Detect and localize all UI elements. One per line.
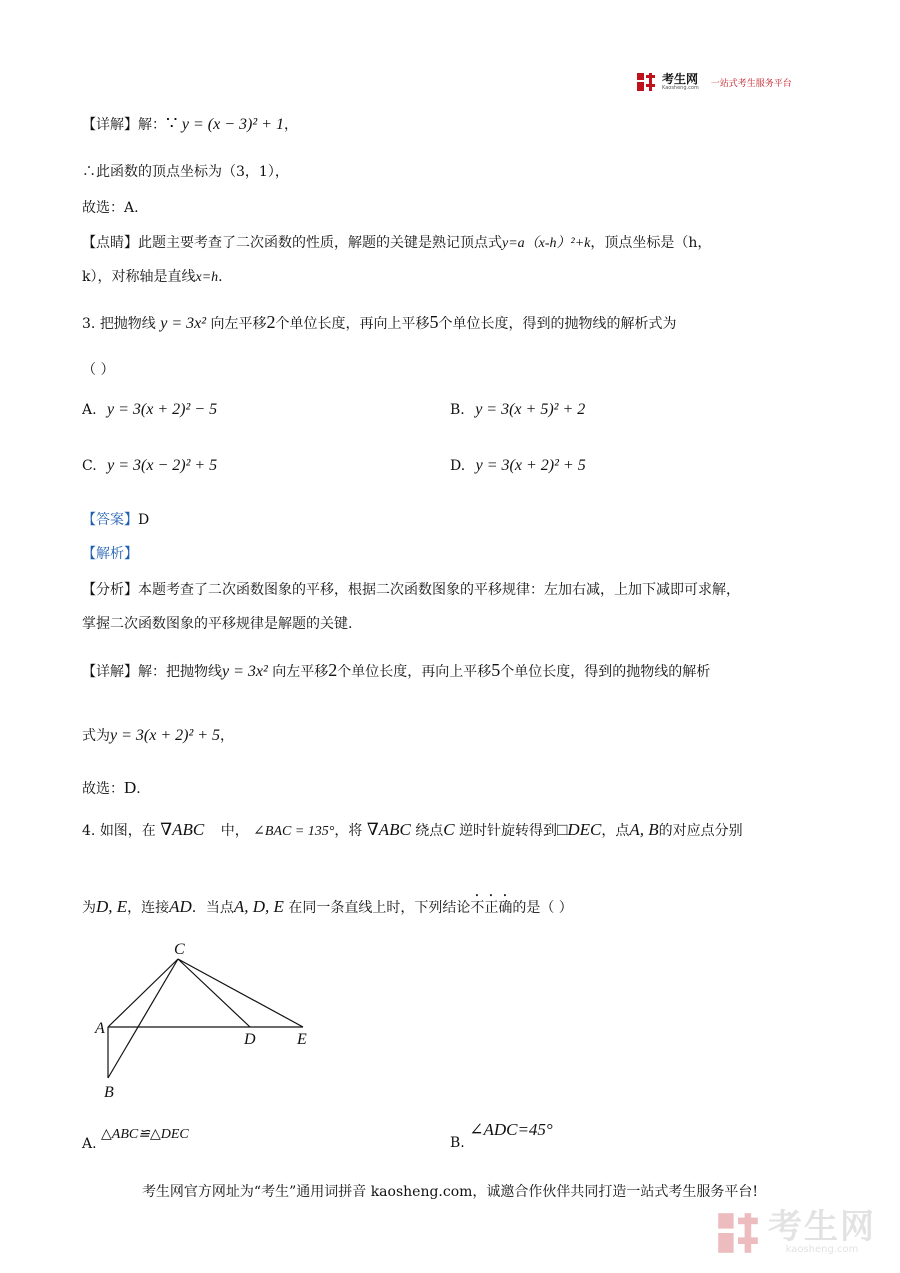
q4-pts-de: D, E xyxy=(96,897,128,916)
q4-option-a[interactable] xyxy=(82,1124,189,1152)
q4-tri2: ∇ABC xyxy=(366,820,411,839)
q4-s9: ，连接 xyxy=(127,900,170,916)
q3-detail-a: 【详解】解：把抛物线 xyxy=(82,664,222,680)
q3-shift-left: 2 xyxy=(266,312,276,332)
segment-cd xyxy=(178,959,250,1027)
q2-detail-line3: 故选：A. xyxy=(82,200,139,216)
option-label: B. xyxy=(450,1135,465,1151)
q3-option-a[interactable] xyxy=(82,400,217,420)
q2-tip-text-c: k），对称轴是直线 xyxy=(82,269,196,285)
footer-text: 考生网官方网址为“考生”通用词拼音 kaosheng.com，诚邀合作伙伴共同打造一站式考生服务平台! xyxy=(141,1184,759,1200)
q4-s4: 绕点 xyxy=(415,823,444,839)
q4-pts-ab: A, B xyxy=(629,820,659,839)
q2-detail-line1 xyxy=(82,114,298,135)
segment-bc xyxy=(108,959,178,1078)
q2-detail-line2: ∴此函数的顶点坐标为（3，1）， xyxy=(82,164,289,180)
segment-ce xyxy=(178,959,303,1027)
option-label: C. xyxy=(82,458,97,474)
q4-angle: ∠BAC = 135° xyxy=(253,824,335,839)
q3-detail-e: 式为 xyxy=(82,728,110,744)
q3-analysis-tag: 【解析】 xyxy=(82,546,138,562)
option-label: D. xyxy=(450,458,466,474)
q4-s11: 在同一条直线上时，下列结论 xyxy=(288,900,471,916)
q4-s2: 中， xyxy=(220,823,249,839)
q3-detail xyxy=(82,660,710,682)
option-label: A. xyxy=(82,1136,97,1152)
option-formula: y = 3(x − 2)² + 5 xyxy=(107,457,218,474)
q4-s8: 为 xyxy=(82,900,96,916)
q4-s7: 的对应点分别 xyxy=(658,823,743,839)
q3-stem-d: 个单位长度，得到的抛物线的解析式为 xyxy=(438,316,677,332)
q3-detail-c: 个单位长度，再向上平移 xyxy=(337,664,492,680)
q3-choose-end: . xyxy=(136,781,141,797)
q3-detail-up: 5 xyxy=(491,660,501,680)
answer-tag: 【答案】 xyxy=(82,512,138,528)
q2-line1-end: ， xyxy=(283,117,298,133)
q3-choose-label: 故选： xyxy=(82,781,124,797)
q3-number: 3. xyxy=(82,316,96,332)
q2-tip-text-a: 【点睛】此题主要考查了二次函数的性质，解题的关键是熟记顶点式 xyxy=(82,235,502,251)
watermark-sub: kaosheng.com xyxy=(785,1244,859,1255)
label-a: A xyxy=(95,1020,105,1037)
option-formula: y = 3(x + 5)² + 2 xyxy=(475,401,586,418)
q3-answer xyxy=(82,510,149,530)
q3-analysis-1: 【分析】本题考查了二次函数图象的平移，根据二次函数图象的平移规律：左加右减，上加下减即可求解， xyxy=(82,582,740,598)
q3-option-b[interactable] xyxy=(450,400,585,420)
q3-choose-value: D xyxy=(124,778,137,797)
q3-option-c[interactable] xyxy=(82,456,217,476)
q3-paren: （ ） xyxy=(82,362,115,378)
q4-seg-ad: AD xyxy=(169,897,192,916)
watermark-text: 考生网 xyxy=(768,1207,876,1247)
segment-ac xyxy=(108,959,178,1027)
watermark xyxy=(716,1207,876,1255)
q4-s12: 的是（ ） xyxy=(512,900,573,916)
q4-s10: ．当点 xyxy=(191,900,234,916)
q3-detail-formula: y = 3x² xyxy=(222,663,268,680)
logo-slogan: 一站式考生服务平台 xyxy=(710,78,792,89)
q3-detail-end: ， xyxy=(220,728,235,744)
q4-s5: 逆时针旋转得到 xyxy=(459,823,558,839)
q3-stem-b: 向左平移 xyxy=(210,316,267,332)
q3-choose xyxy=(82,778,141,799)
header-logo xyxy=(636,72,792,92)
q2-detail-prefix: 【详解】解： xyxy=(82,117,166,133)
q4-s3: ，将 xyxy=(334,823,363,839)
answer-value: D xyxy=(138,512,150,528)
label-e: E xyxy=(297,1031,307,1048)
option-label: B. xyxy=(450,402,465,418)
q2-tip-line1 xyxy=(82,233,711,254)
q4-figure xyxy=(90,936,330,1106)
because-symbol: ∵ xyxy=(166,113,178,134)
q2-formula: y = (x − 3)² + 1 xyxy=(181,116,284,133)
q2-tip-line2 xyxy=(82,267,223,288)
label-c: C xyxy=(174,941,185,958)
option-formula: ∠ADC=45° xyxy=(469,1120,553,1139)
q4-number: 4. xyxy=(82,823,96,839)
q4-pt-c: C xyxy=(443,820,455,839)
q3-detail-left: 2 xyxy=(328,660,338,680)
logo-text: 考生网 xyxy=(662,72,699,86)
q4-tri3: □DEC xyxy=(557,820,602,839)
q3-detail-b: 向左平移 xyxy=(272,664,329,680)
q3-stem xyxy=(82,312,677,334)
q3-analysis-2: 掌握二次函数图象的平移规律是解题的关键. xyxy=(82,616,353,632)
logo-sub: Kaosheng.com xyxy=(662,85,699,91)
q3-stem-formula: y = 3x² xyxy=(160,315,207,332)
logo-icon xyxy=(636,72,656,92)
option-formula: y = 3(x + 2)² + 5 xyxy=(475,457,586,474)
q3-option-d[interactable] xyxy=(450,456,586,476)
q4-s1: 如图，在 xyxy=(99,823,156,839)
q2-tip-formula: y=a（x-h）²+k xyxy=(502,236,591,251)
q2-tip-end: . xyxy=(218,269,223,285)
q2-tip-axis: x=h xyxy=(195,270,219,285)
label-b: B xyxy=(104,1084,114,1101)
option-formula: y = 3(x + 2)² − 5 xyxy=(107,401,218,418)
q3-detail-result-formula: y = 3(x + 2)² + 5 xyxy=(110,727,221,744)
watermark-logo-icon xyxy=(716,1211,760,1255)
q4-tri1: ∇ABC xyxy=(160,820,205,839)
q3-stem-a: 把抛物线 xyxy=(99,316,156,332)
q3-stem-c: 个单位长度，再向上平移 xyxy=(275,316,430,332)
q4-option-b[interactable] xyxy=(450,1120,553,1151)
option-label: A. xyxy=(82,402,97,418)
q3-detail-result xyxy=(82,726,234,746)
option-formula: △ABC≌△DEC xyxy=(101,1127,189,1142)
q4-stem-2 xyxy=(82,892,573,918)
q4-s6: ，点 xyxy=(601,823,630,839)
q4-stem-1 xyxy=(82,820,743,842)
q3-detail-d: 个单位长度，得到的抛物线的解析 xyxy=(500,664,711,680)
label-d: D xyxy=(244,1031,256,1048)
q2-tip-text-b: ，顶点坐标是（h， xyxy=(590,235,712,251)
q3-shift-up: 5 xyxy=(429,312,439,332)
q4-emphasis: 不正确 xyxy=(470,900,513,916)
q4-pts-ade: A, D, E xyxy=(233,897,284,916)
